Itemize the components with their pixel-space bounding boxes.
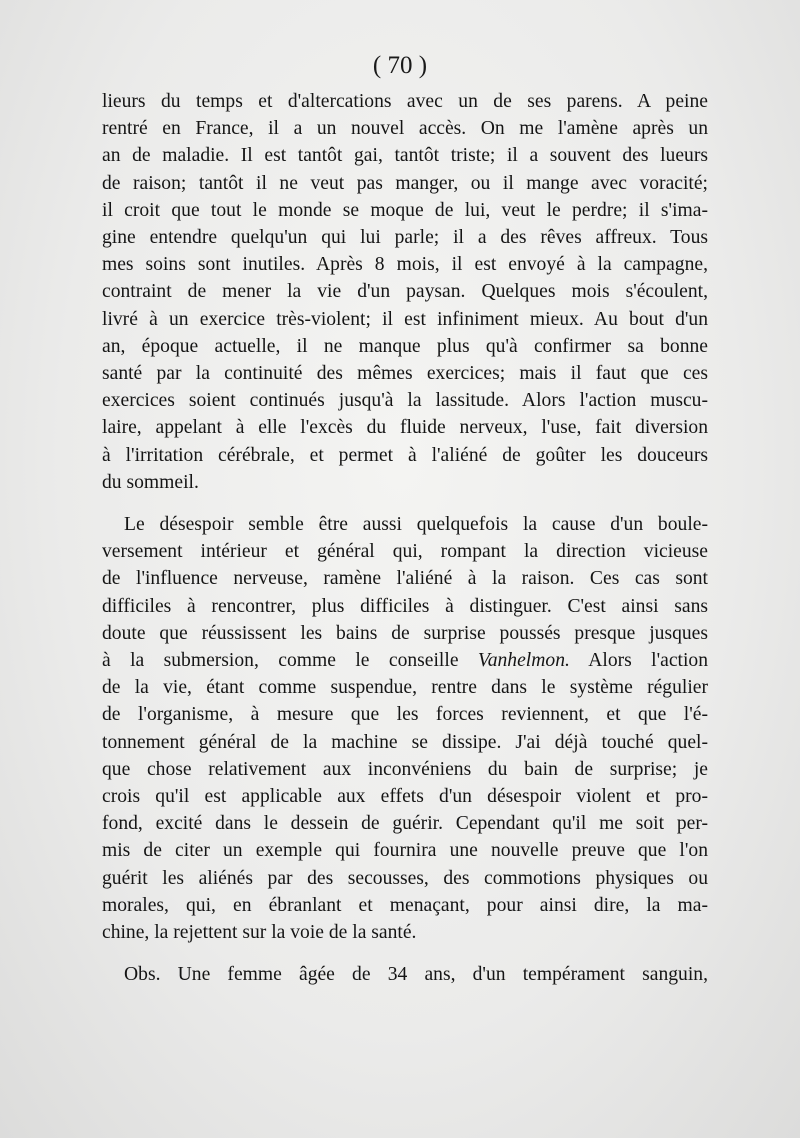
text-line: morales, qui, en ébranlant et menaçant, pour ainsi dire, la ma- (102, 894, 708, 916)
line-text: à la submersion, comme le conseille (102, 650, 478, 672)
text-line: an de maladie. Il est tantôt gai, tantôt triste; il a souvent des lueurs (102, 145, 708, 167)
text-line: gine entendre quelqu'un qui lui parle; il a des rêves affreux. Tous (102, 227, 708, 249)
text-line: exercices soient continués jusqu'à la lassitude. Alors l'action muscu- (102, 390, 708, 412)
text-line: crois qu'il est applicable aux effets d'un désespoir violent et pro- (102, 786, 708, 808)
text-line: rentré en France, il a un nouvel accès. On me l'amène après un (102, 118, 708, 140)
text-line: doute que réussissent les bains de surprise poussés presque jusques (102, 622, 708, 644)
text-line: de la vie, étant comme suspendue, rentre dans le système régulier (102, 677, 708, 699)
text-line: versement intérieur et général qui, rompant la direction vicieuse (102, 541, 708, 563)
paragraph-case-continuation (102, 88, 708, 496)
text-line: mes soins sont inutiles. Après 8 mois, il est envoyé à la campagne, (102, 254, 708, 276)
line-text: Alors l'action (569, 650, 709, 672)
text-line: de raison; tantôt il ne veut pas manger, ou il mange avec voracité; (102, 172, 708, 194)
text-line: tonnement général de la machine se dissipe. J'ai déjà touché quel- (102, 731, 708, 753)
text-line: an, époque actuelle, il ne manque plus qu'à confirmer sa bonne (102, 335, 708, 357)
text-line: mis de citer un exemple qui fournira une nouvelle preuve que l'on (102, 840, 708, 862)
text-line: livré à un exercice très-violent; il est infiniment mieux. Au bout d'un (102, 308, 708, 330)
paragraph-despair (102, 511, 708, 946)
text-line: santé par la continuité des mêmes exercices; mais il faut que ces (102, 363, 708, 385)
italic-author-name: Vanhelmon. (477, 650, 570, 672)
text-line: laire, appelant à elle l'excès du fluide nerveux, l'use, fait diversion (102, 417, 708, 439)
text-line: il croit que tout le monde se moque de lui, veut le perdre; il s'ima- (102, 199, 708, 221)
text-line: Obs. Une femme âgée de 34 ans, d'un tempérament sanguin, (124, 964, 708, 985)
paragraph-observation (102, 961, 708, 988)
text-line: fond, excité dans le dessein de guérir. Cependant qu'il me soit per- (102, 813, 708, 835)
text-line: difficiles à rencontrer, plus difficiles à distinguer. C'est ainsi sans (102, 595, 708, 617)
text-line: chine, la rejettent sur la voie de la santé. (102, 922, 417, 944)
text-line: de l'organisme, à mesure que les forces reviennent, et que l'é- (102, 704, 708, 726)
text-line: Le désespoir semble être aussi quelquefois la cause d'un boule- (124, 514, 708, 535)
text-line-with-name (102, 647, 708, 674)
text-line: lieurs du temps et d'altercations avec un de ses parens. A peine (102, 91, 708, 112)
text-line: guérit les aliénés par des secousses, des commotions physiques ou (102, 867, 708, 889)
text-line: que chose relativement aux inconvéniens du bain de surprise; je (102, 758, 708, 780)
text-line: du sommeil. (102, 471, 199, 493)
text-line: de l'influence nerveuse, ramène l'aliéné à la raison. Ces cas sont (102, 568, 708, 590)
text-line: à l'irritation cérébrale, et permet à l'aliéné de goûter les douceurs (102, 444, 708, 466)
text-line: contraint de mener la vie d'un paysan. Quelques mois s'écoulent, (102, 281, 708, 303)
page-number: ( 70 ) (372, 52, 428, 79)
